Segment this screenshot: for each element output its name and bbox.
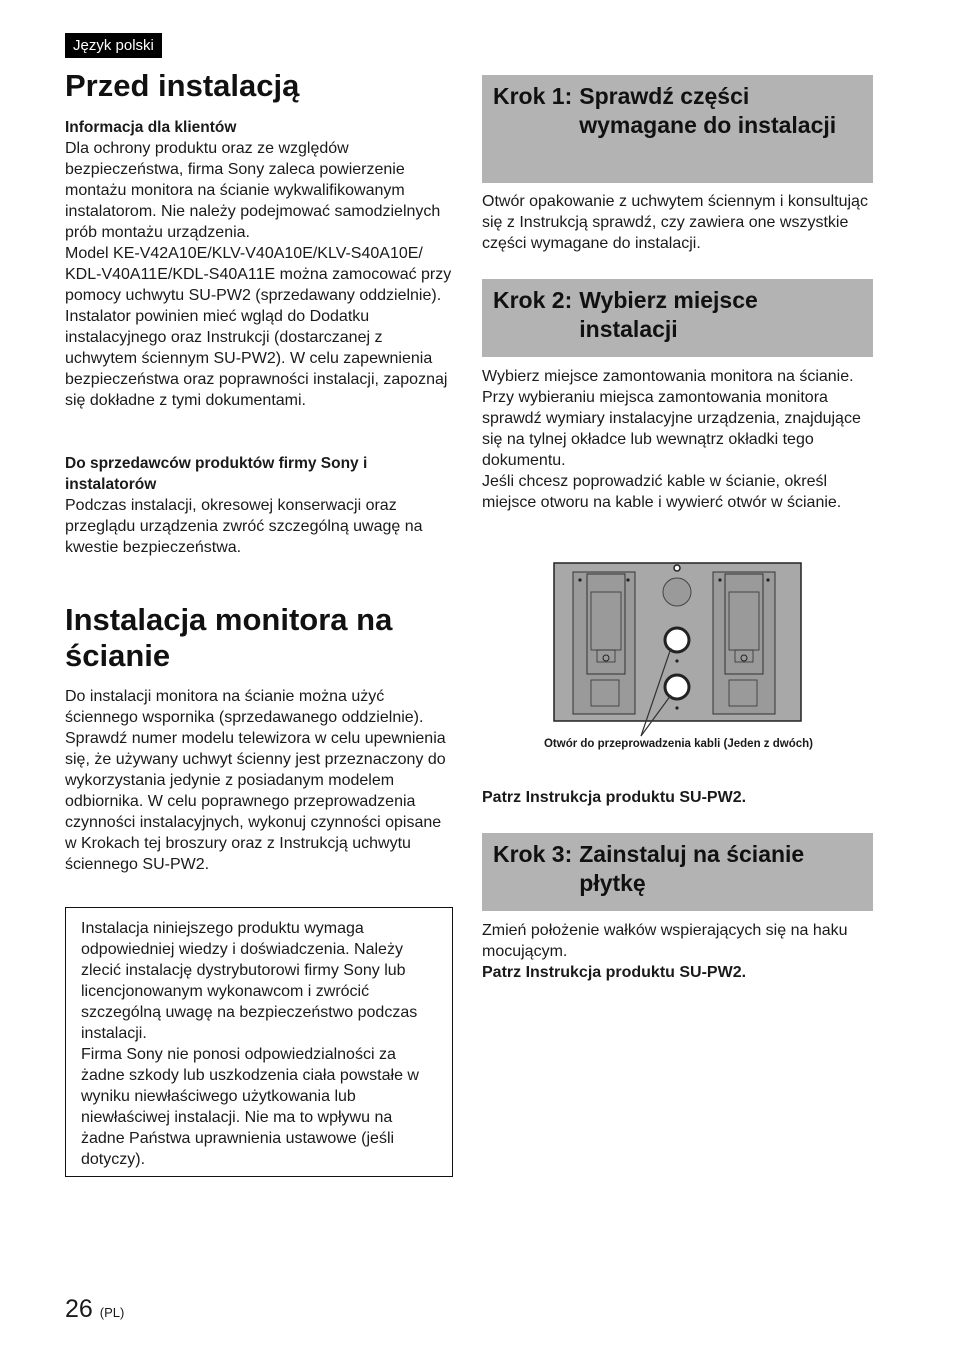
- notice-text-1: Instalacja niniejszego produktu wymaga odpowiedniej wiedzy i doświadczenia. Należy zlecić instalację dystrybutorowi firmy Sony lub licencjonowanym wykonawcom i zwrócić szczególną uwagę na bezpieczeństwo podczas instalacji.: [81, 920, 418, 1042]
- step3-number: Krok 3:: [493, 841, 573, 867]
- notice-text-2: Firma Sony nie ponosi odpowiedzialności za żadne szkody lub uszkodzenia ciała powstałe w wyniku niewłaściwego użytkowania lub niewłaściwej instalacji. Nie ma to wpływu na żadne Państwa uprawnienia ustawowe (jeśli dotyczy).: [81, 1046, 419, 1168]
- dealer-text: Podczas instalacji, okresowej konserwacji oraz przeglądu urządzenia zwróć szczególną uwagę na kwestie bezpieczeństwa.: [65, 497, 423, 556]
- step3-header: [482, 833, 873, 911]
- step1-header: [482, 75, 873, 183]
- language-tag: Język polski: [65, 33, 162, 58]
- step2-reference: Patrz Instrukcja produktu SU-PW2.: [482, 789, 747, 806]
- cable-hole-2: [665, 675, 689, 699]
- page-number-value: 26: [65, 1295, 93, 1323]
- info-text: Dla ochrony produktu oraz ze względów bezpieczeństwa, firma Sony zaleca powierzenie montażu monitora na ścianie wykwalifikowanym instalatorom. Nie należy podejmować samodzielnych prób montażu urządzenia.: [65, 140, 441, 241]
- step1-number: Krok 1:: [493, 83, 573, 109]
- step3-text: Zmień położenie wałków wspierających się na haku mocującym.: [482, 922, 848, 960]
- step1-title: Sprawdź części wymagane do instalacji: [579, 83, 837, 138]
- center-hole-upper: [663, 578, 691, 606]
- step3-reference: Patrz Instrukcja produktu SU-PW2.: [482, 964, 747, 981]
- page-language-suffix: (PL): [99, 1305, 125, 1320]
- step2-header: [482, 279, 873, 357]
- cable-hole-1: [665, 628, 689, 652]
- info-body: [65, 138, 457, 411]
- step1-text: Otwór opakowanie z uchwytem ściennym i konsultując się z Instrukcją sprawdź, czy zawiera one wszystkie części wymagane do instalacji.: [482, 193, 868, 252]
- step2-text-2: Jeśli chcesz poprowadzić kable w ścianie, określ miejsce otworu na kable i wywierć otwór w ścianie.: [482, 473, 842, 511]
- step2-title: Wybierz miejsce instalacji: [579, 287, 758, 342]
- right-bracket-plate: [713, 572, 775, 714]
- diagram-caption: Otwór do przeprowadzenia kabli (Jeden z dwóch): [543, 738, 813, 750]
- safety-notice-box: [65, 907, 453, 1177]
- section-title-before-install: Przed instalacją: [65, 68, 300, 103]
- wall-install-text: Do instalacji monitora na ścianie można użyć ściennego wspornika (sprzedawanego oddzielnie). Sprawdź numer modelu telewizora w celu upewnienia się, że używany uchwyt ścienny jest przeznaczony do wykorzystania jedynie z posiadanym modelem odbiornika. W celu poprawnego przeprowadzenia czynności instalacyjnych, wykonuj czynności opisane w Krokach tej broszury oraz z Instrukcją uchwytu ściennego SU-PW2.: [65, 688, 446, 873]
- top-screw-icon: [674, 565, 680, 571]
- step2-number: Krok 2:: [493, 287, 573, 313]
- step2-body: [482, 366, 875, 513]
- dealer-heading: Do sprzedawców produktów firmy Sony i instalatorów: [65, 455, 368, 493]
- section-title-wall-install: Instalacja monitora na ścianie: [65, 602, 393, 673]
- step2-text-1: Wybierz miejsce zamontowania monitora na ścianie. Przy wybieraniu miejsca zamontowania monitora sprawdź wymiary instalacyjne urządzenia, znajdujące się na tylnej okładce lub wewnątrz okładki tego dokumentu.: [482, 368, 861, 469]
- step3-body: [482, 920, 875, 983]
- left-bracket-plate: [573, 572, 635, 714]
- info-text-models: Model KE-V42A10E/KLV-V40A10E/KLV-S40A10E/ KDL-V40A11E/KDL-S40A11E można zamocować przy pomocy uchwytu SU-PW2 (sprzedawany oddzielnie). Instalator powinien mieć wgląd do Dodatku instalacyjnego oraz Instrukcji (dostarczanej z uchwytem ściennym SU-PW2). W celu zapewnienia bezpieczeństwa oraz poprawności instalacji, zapoznaj się dokładne z tymi dokumentami.: [65, 245, 452, 409]
- wall-bracket-diagram: [553, 562, 803, 740]
- info-heading: Informacja dla klientów: [65, 119, 237, 136]
- step3-title: Zainstaluj na ścianie płytkę: [579, 841, 805, 896]
- page-number: [65, 1295, 124, 1324]
